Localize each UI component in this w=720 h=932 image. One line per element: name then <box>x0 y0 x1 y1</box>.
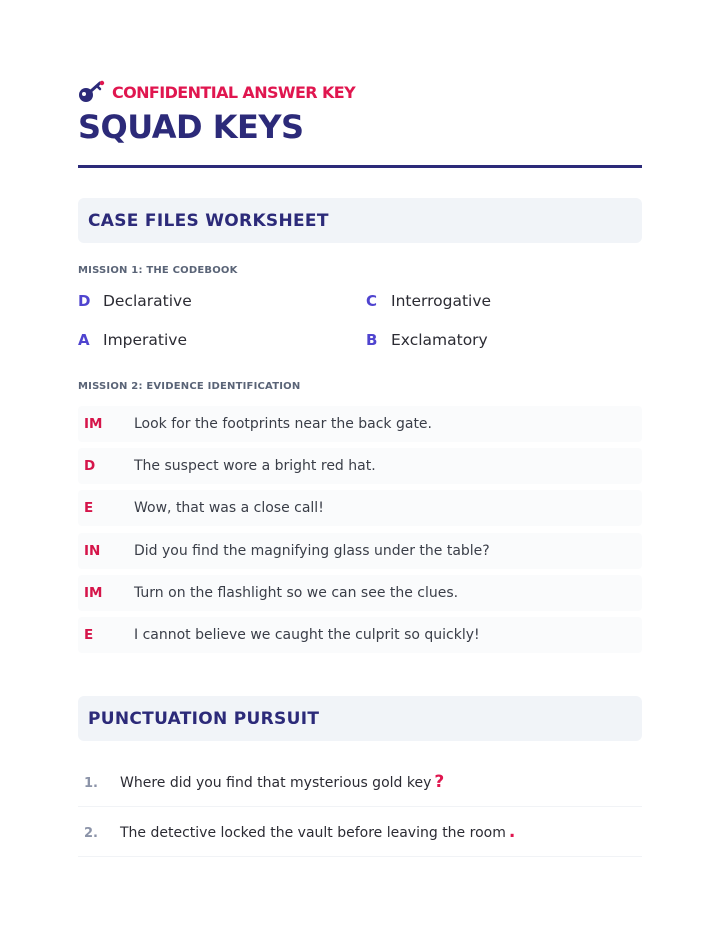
codebook-word: Imperative <box>103 331 188 349</box>
codebook-item <box>366 331 488 349</box>
codebook-letter: D <box>78 292 91 310</box>
codebook-word: Exclamatory <box>391 331 488 349</box>
evidence-row <box>78 448 642 484</box>
mission1-label: MISSION 1: THE CODEBOOK <box>78 265 238 276</box>
pursuit-divider <box>78 806 642 807</box>
codebook-word: Interrogative <box>391 292 492 310</box>
evidence-code: IM <box>84 416 103 432</box>
codebook-letter: B <box>366 331 378 349</box>
codebook-letter: C <box>366 292 378 310</box>
pursuit-row <box>78 822 642 842</box>
evidence-row <box>78 617 642 653</box>
codebook-item <box>366 292 491 310</box>
page-title: SQUAD KEYS <box>78 108 304 146</box>
punctuation-heading: PUNCTUATION PURSUIT <box>88 708 320 729</box>
case-files-heading: CASE FILES WORKSHEET <box>88 210 329 231</box>
pursuit-sentence: Where did you find that mysterious gold key <box>120 775 432 791</box>
evidence-row <box>78 575 642 611</box>
evidence-row <box>78 490 642 526</box>
evidence-code: IN <box>84 543 101 559</box>
pursuit-divider <box>78 856 642 857</box>
evidence-sentence: I cannot believe we caught the culprit so quickly! <box>134 627 480 643</box>
pursuit-number: 2. <box>84 826 98 841</box>
codebook-letter: A <box>78 331 90 349</box>
evidence-sentence: Wow, that was a close call! <box>134 500 324 516</box>
header-label-row <box>78 80 355 104</box>
evidence-row <box>78 406 642 442</box>
evidence-code: E <box>84 627 94 643</box>
evidence-code: D <box>84 458 96 474</box>
codebook-item <box>78 331 187 349</box>
answer-key-label: CONFIDENTIAL ANSWER KEY <box>112 82 356 102</box>
key-icon <box>78 80 106 104</box>
mission2-label: MISSION 2: EVIDENCE IDENTIFICATION <box>78 381 301 392</box>
codebook-word: Declarative <box>103 292 192 310</box>
pursuit-row <box>78 772 642 792</box>
punctuation-mark: . <box>508 822 516 842</box>
punctuation-mark: ? <box>434 772 445 792</box>
pursuit-number: 1. <box>84 776 98 791</box>
evidence-code: IM <box>84 585 103 601</box>
evidence-sentence: Did you find the magnifying glass under the table? <box>134 543 490 559</box>
evidence-row <box>78 533 642 569</box>
evidence-sentence: Turn on the flashlight so we can see the clues. <box>134 585 459 601</box>
evidence-sentence: Look for the footprints near the back gate. <box>134 416 432 432</box>
punctuation-section-header <box>78 696 642 741</box>
case-files-section-header <box>78 198 642 243</box>
evidence-code: E <box>84 500 94 516</box>
title-divider <box>78 165 642 168</box>
pursuit-sentence: The detective locked the vault before leaving the room <box>120 825 506 841</box>
codebook-item <box>78 292 192 310</box>
evidence-sentence: The suspect wore a bright red hat. <box>134 458 376 474</box>
